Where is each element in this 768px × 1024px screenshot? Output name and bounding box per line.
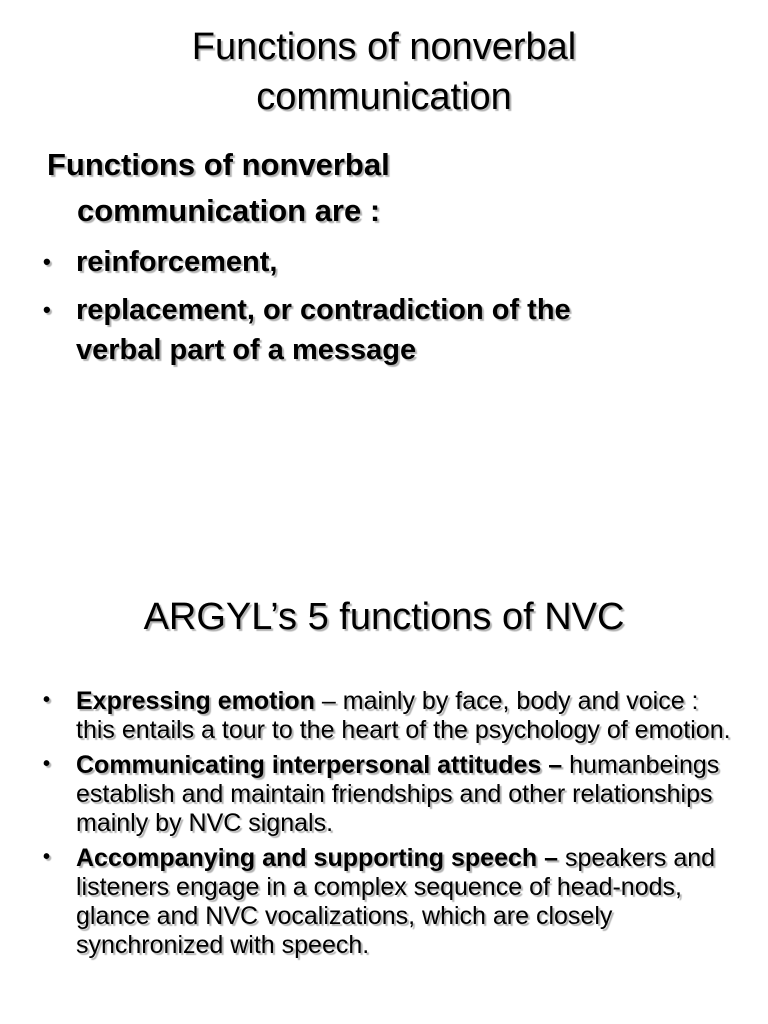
list-item-text: verbal part of a message (76, 334, 417, 366)
function-term: Expressing emotion (76, 687, 315, 715)
intro-line: communication are : (77, 193, 381, 228)
function-term: Accompanying and supporting speech – (76, 844, 559, 872)
list-item (43, 844, 733, 960)
slide-1-title-line: communication (256, 76, 512, 118)
list-item (43, 751, 733, 838)
slide-1-title (0, 22, 768, 122)
slide-2 (0, 512, 768, 1024)
list-item (43, 290, 723, 370)
bullet-icon: • (43, 689, 51, 711)
list-item-text: replacement, or contradiction of the (76, 294, 571, 326)
bullet-icon: • (43, 297, 51, 322)
bullet-icon: • (43, 753, 51, 775)
slide-2-bullet-list (43, 687, 733, 960)
bullet-icon: • (43, 846, 51, 868)
function-description: speakers and listeners engage in a complex sequence of head-nods, glance and NVC vocalizations, which are closely synchronized with speech. (76, 844, 716, 959)
list-item-text: reinforcement, (76, 246, 278, 278)
function-term: Communicating interpersonal attitudes – (76, 751, 563, 779)
function-description: humanbeings establish and maintain friendships and other relationships mainly by NVC signals. (76, 751, 720, 837)
list-item (43, 242, 723, 282)
bullet-icon: • (43, 249, 51, 274)
function-description: mainly by face, body and voice : this entails a tour to the heart of the psychology of emotion. (76, 687, 731, 744)
slide-1-intro (47, 142, 727, 234)
term-separator (558, 844, 565, 872)
slide-1-title-line: Functions of nonverbal (191, 26, 577, 68)
slide-2-title: ARGYL’s 5 functions of NVC (143, 596, 625, 638)
list-item (43, 687, 733, 745)
slide-1-bullet-list (43, 242, 723, 370)
intro-line: Functions of nonverbal (47, 147, 390, 182)
term-separator: – (314, 687, 343, 715)
